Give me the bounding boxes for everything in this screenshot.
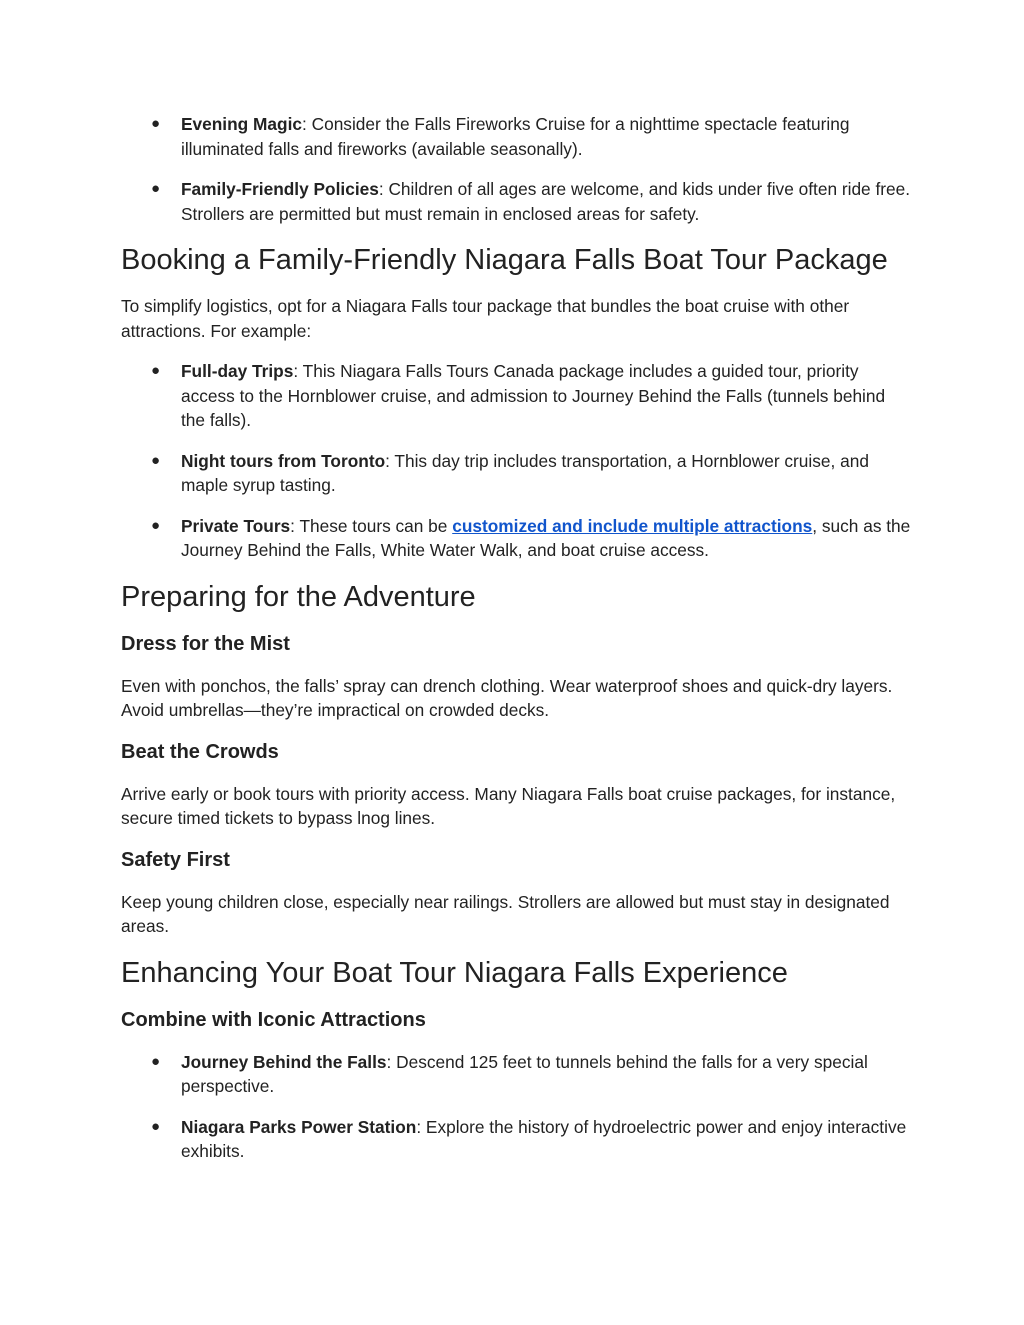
safety-heading: Safety First [121, 848, 230, 871]
crowds-body: Arrive early or book tours with priority access. Many Niagara Falls boat cruise packages, for instance, secure timed tickets to bypass lnog lines. [121, 783, 896, 828]
enhancing-heading: Enhancing Your Boat Tour Niagara Falls Experience [121, 956, 788, 989]
bullet-icon: ● [151, 516, 161, 534]
item-bold-label: Niagara Parks Power Station [181, 1116, 417, 1137]
item-text: : Children of all ages are welcome, and kids under five often ride free. Strollers are permitted but must remain in enclosed areas for safety. [181, 179, 911, 224]
booking-heading: Booking a Family-Friendly Niagara Falls Boat Tour Package [121, 244, 888, 276]
item-text: : These tours can be [290, 515, 453, 536]
intro-list [121, 112, 911, 226]
list-item [121, 1115, 911, 1164]
item-bold-label: Full-day Trips [181, 361, 294, 381]
combine-heading: Combine with Iconic Attractions [121, 1008, 426, 1031]
list-item [121, 177, 911, 226]
customized-attractions-link[interactable]: customized and include multiple attractions [452, 515, 813, 536]
booking-intro: To simplify logistics, opt for a Niagara Falls tour package that bundles the boat cruise with other attractions. For example: [121, 296, 850, 341]
item-text: : Explore the history of hydroelectric power and enjoy interactive exhibits. [181, 1116, 907, 1161]
dress-heading: Dress for the Mist [121, 632, 290, 655]
bullet-icon: ● [151, 1052, 161, 1070]
bullet-icon: ● [151, 115, 161, 132]
bullet-icon: ● [151, 180, 161, 197]
crowds-heading: Beat the Crowds [121, 740, 279, 763]
safety-body: Keep young children close, especially near railings. Strollers are allowed but must stay in designated areas. [121, 891, 890, 936]
list-item [121, 449, 911, 498]
item-bold-label: Family-Friendly Policies [181, 179, 379, 199]
bullet-icon: ● [151, 451, 161, 469]
booking-list [121, 359, 911, 563]
bullet-icon: ● [151, 362, 161, 379]
item-bold-label: Night tours from Toronto [181, 450, 386, 471]
item-bold-label: Private Tours [181, 515, 291, 536]
document-page [121, 112, 911, 1180]
item-bold-label: Evening Magic [181, 114, 302, 134]
item-bold-label: Journey Behind the Falls [181, 1051, 387, 1072]
item-text: : Descend 125 feet to tunnels behind the falls for a very special perspective. [181, 1051, 868, 1096]
list-item [121, 359, 911, 433]
item-text: , such as the Journey Behind the Falls, White Water Walk, and boat cruise access. [181, 515, 911, 560]
preparing-heading: Preparing for the Adventure [121, 580, 476, 613]
item-text: : This day trip includes transportation, a Hornblower cruise, and maple syrup tasting. [181, 450, 869, 495]
enhancing-list [121, 1050, 911, 1164]
item-text: : This Niagara Falls Tours Canada package includes a guided tour, priority access to the Hornblower cruise, and admission to Journey Behind the Falls (tunnels behind the falls). [181, 361, 886, 430]
bullet-icon: ● [151, 1117, 161, 1135]
dress-body: Even with ponchos, the falls’ spray can drench clothing. Wear waterproof shoes and quick-dry layers. Avoid umbrellas—they’re impractical on crowded decks. [121, 675, 893, 720]
list-item [121, 112, 911, 161]
list-item-private-tours [121, 514, 911, 563]
list-item [121, 1050, 911, 1099]
item-text: : Consider the Falls Fireworks Cruise for a nighttime spectacle featuring illuminated falls and fireworks (available seasonally). [181, 114, 850, 159]
